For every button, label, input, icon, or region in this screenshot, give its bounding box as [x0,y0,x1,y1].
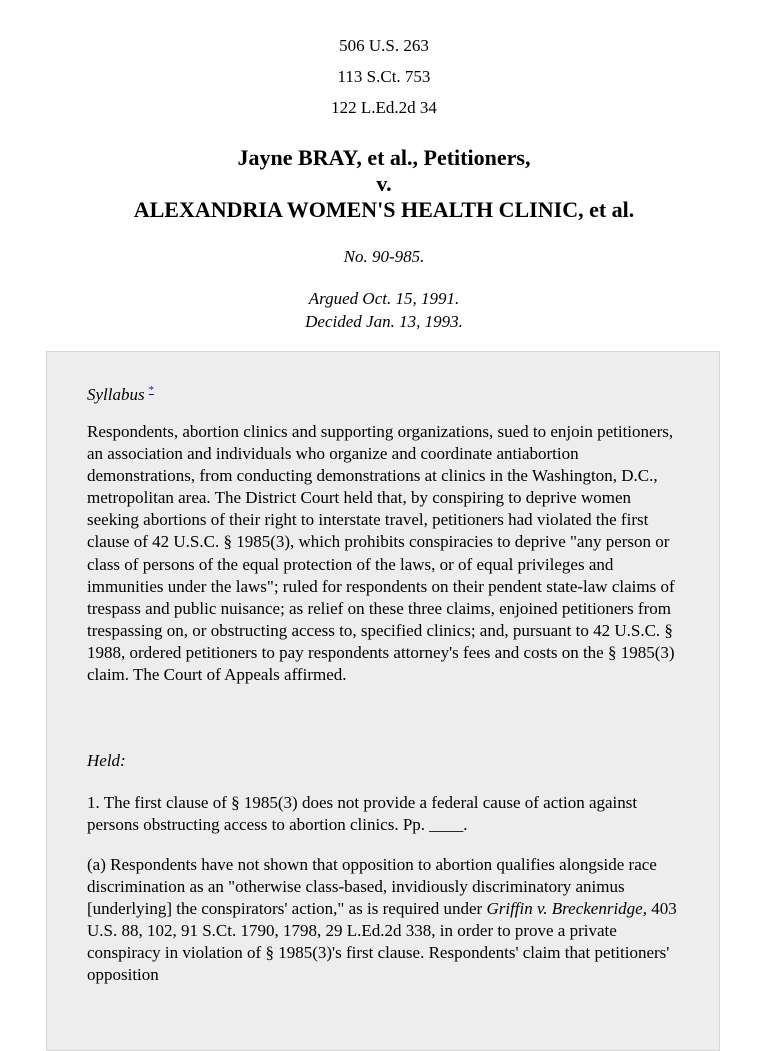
docket-number: No. 90-985. [343,247,425,266]
syllabus-heading [87,380,154,406]
argued-date: Argued Oct. 15, 1991. [308,289,460,308]
citation-lawyers-edition: 122 L.Ed.2d 34 [331,98,437,117]
holding-1a-text-start: (a) Respondents have not shown that opposition to abortion qualifies alongside race discrimination as an "otherwise class-based, invidiously discriminatory animus [underlying] the conspirators' action," as is required under [87,855,657,919]
syllabus-heading-text: Syllabus [87,385,145,404]
syllabus-paragraph: Respondents, abortion clinics and supporting organizations, sued to enjoin petitioners, an association and individuals who organize and coordinate antiabortion demonstrations, from conducting demonstrations at clinics in the Washington, D.C., metropolitan area. The District Court held that, by conspiring to deprive women seeking abortions of their right to interstate travel, petitioners had violated the first clause of 42 U.S.C. § 1985(3), which prohibits conspiracies to deprive "any person or class of persons of the equal protection of the laws, or of equal privileges and immunities under the laws"; ruled for respondents on their pendent state-law claims of trespass and public nuisance; as relief on these three claims, enjoined petitioners from trespassing on, or obstructing access to, specified clinics; and, pursuant to 42 U.S.C. § 1988, ordered petitioners to pay respondents attorney's fees and costs on the § 1985(3) claim. The Court of Appeals affirmed. [87,422,675,685]
citation-us-reports: 506 U.S. 263 [339,36,429,55]
citation-supreme-court-reporter: 113 S.Ct. 753 [337,67,431,86]
holding-1a-text-end: 403 U.S. 88, 102, 91 S.Ct. 1790, 1798, 29 L.Ed.2d 338, in order to prove a private conspiracy in violation of § 1985(3)'s first clause. Respondents' claim that petitioners' opposition [87,899,677,985]
held-label: Held: [87,751,126,770]
case-title-respondent: ALEXANDRIA WOMEN'S HEALTH CLINIC, et al. [133,197,635,222]
syllabus-footnote-link[interactable]: * [148,385,154,396]
case-title-petitioner: Jayne BRAY, et al., Petitioners, [237,145,531,170]
griffin-case-name: Griffin v. Breckenridge, [486,899,647,919]
decided-date: Decided Jan. 13, 1993. [305,312,463,331]
case-title-versus: v. [376,171,392,196]
holding-1a [87,854,687,987]
holding-1: 1. The first clause of § 1985(3) does not provide a federal cause of action against persons obstructing access to abortion clinics. Pp. ____. [87,793,638,835]
